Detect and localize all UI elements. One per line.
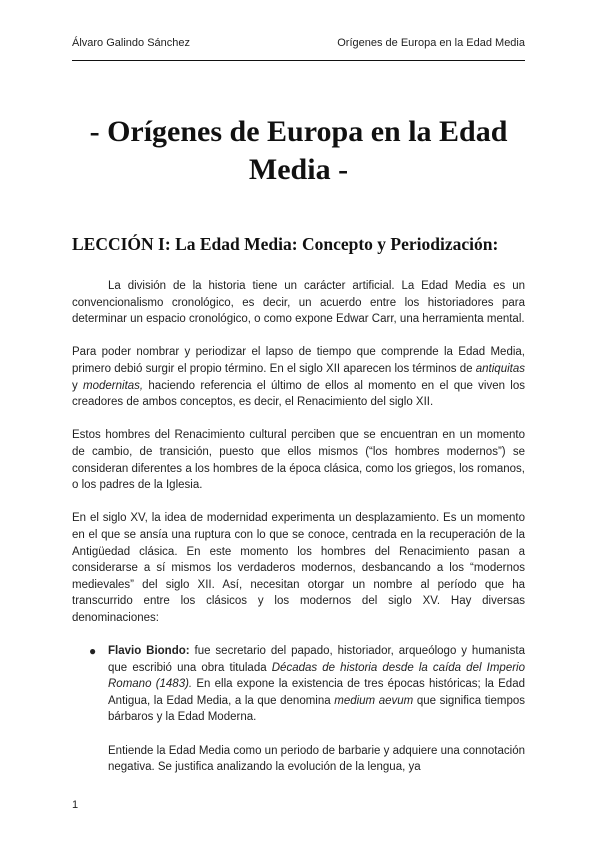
bullet-text-a: fue secretario del papado, historiador, arqueólogo y humanista que escribió una obra titulada bbox=[108, 645, 525, 674]
bullet-text-c: que significa tiempos bárbaros y la Edad Moderna. bbox=[108, 694, 525, 724]
bullet-book-title: Décadas de historia desde la caída del Imperio Romano (1483). bbox=[108, 661, 526, 691]
paragraph-4: En el siglo XV, la idea de modernidad experimenta un desplazamiento. Es un momento en el que se ansía una ruptura con lo que se conoce, centrada en la recuperación de la Antigüedad clásica. En este momento los hombres del Renacimiento pasan a considerarse a sí mismos los verdaderos modernos, desbancando a los “modernos medievales” del siglo XII. Así, necesitan otorgar un nombre al período que ha transcurrido entre los clásicos y los modernos del siglo XV. Hay diversas denominaciones: bbox=[72, 512, 525, 624]
bullet-dot-icon: ● bbox=[89, 644, 97, 659]
paragraph-2-part-c: haciendo referencia el último de ellos al momento en el que viven los creadores de ambos conceptos, es decir, el Renacimiento del siglo XII. bbox=[72, 379, 525, 409]
paragraph-2 bbox=[72, 344, 525, 410]
bullet-text bbox=[108, 643, 525, 726]
term-antiquitas: antiquitas bbox=[475, 362, 525, 375]
document-title: - Orígenes de Europa en la Edad Media - bbox=[89, 115, 508, 186]
paragraph-3: Estos hombres del Renacimiento cultural perciben que se encuentran en un momento de cambio, de transición, puesto que ellos mismos (“los hombres modernos”) se consideran diferentes a los hombres de la época clásica, como los griegos, los romanos, o los padres de la Iglesia. bbox=[72, 429, 525, 492]
paragraph-2-part-b: y bbox=[72, 379, 84, 392]
lesson-heading: LECCIÓN I: La Edad Media: Concepto y Periodización: bbox=[72, 234, 499, 254]
header-document-title: Orígenes de Europa en la Edad Media bbox=[337, 37, 525, 49]
term-medium-aevum: medium aevum bbox=[334, 694, 414, 707]
header-author: Álvaro Galindo Sánchez bbox=[72, 37, 191, 49]
bullet-text-b: En ella expone la existencia de tres épocas históricas; la Edad Antigua, la Edad Media, a la que denomina bbox=[108, 678, 525, 707]
body-text bbox=[72, 278, 525, 792]
paragraph-1: La división de la historia tiene un carácter artificial. La Edad Media es un convencionalismo cronológico, es decir, un acuerdo entre los historiadores para determinar un espacio cronológico, o como expone Edwar Carr, una herramienta mental. bbox=[72, 280, 525, 326]
bullet-item-flavio-biondo bbox=[72, 643, 525, 776]
term-modernitas: modernitas, bbox=[83, 379, 144, 392]
bullet-name: Flavio Biondo: bbox=[108, 645, 190, 658]
bullet-followup: Entiende la Edad Media como un periodo de barbarie y adquiere una connotación negativa. Se justifica analizando la evolución de la lengua, ya bbox=[108, 744, 525, 774]
paragraph-2-part-a: Para poder nombrar y periodizar el lapso de tiempo que comprende la Edad Media, primero debió surgir el propio término. En el siglo XII aparecen los términos de bbox=[72, 346, 525, 375]
page-number: 1 bbox=[72, 799, 79, 811]
header-rule bbox=[72, 60, 525, 61]
